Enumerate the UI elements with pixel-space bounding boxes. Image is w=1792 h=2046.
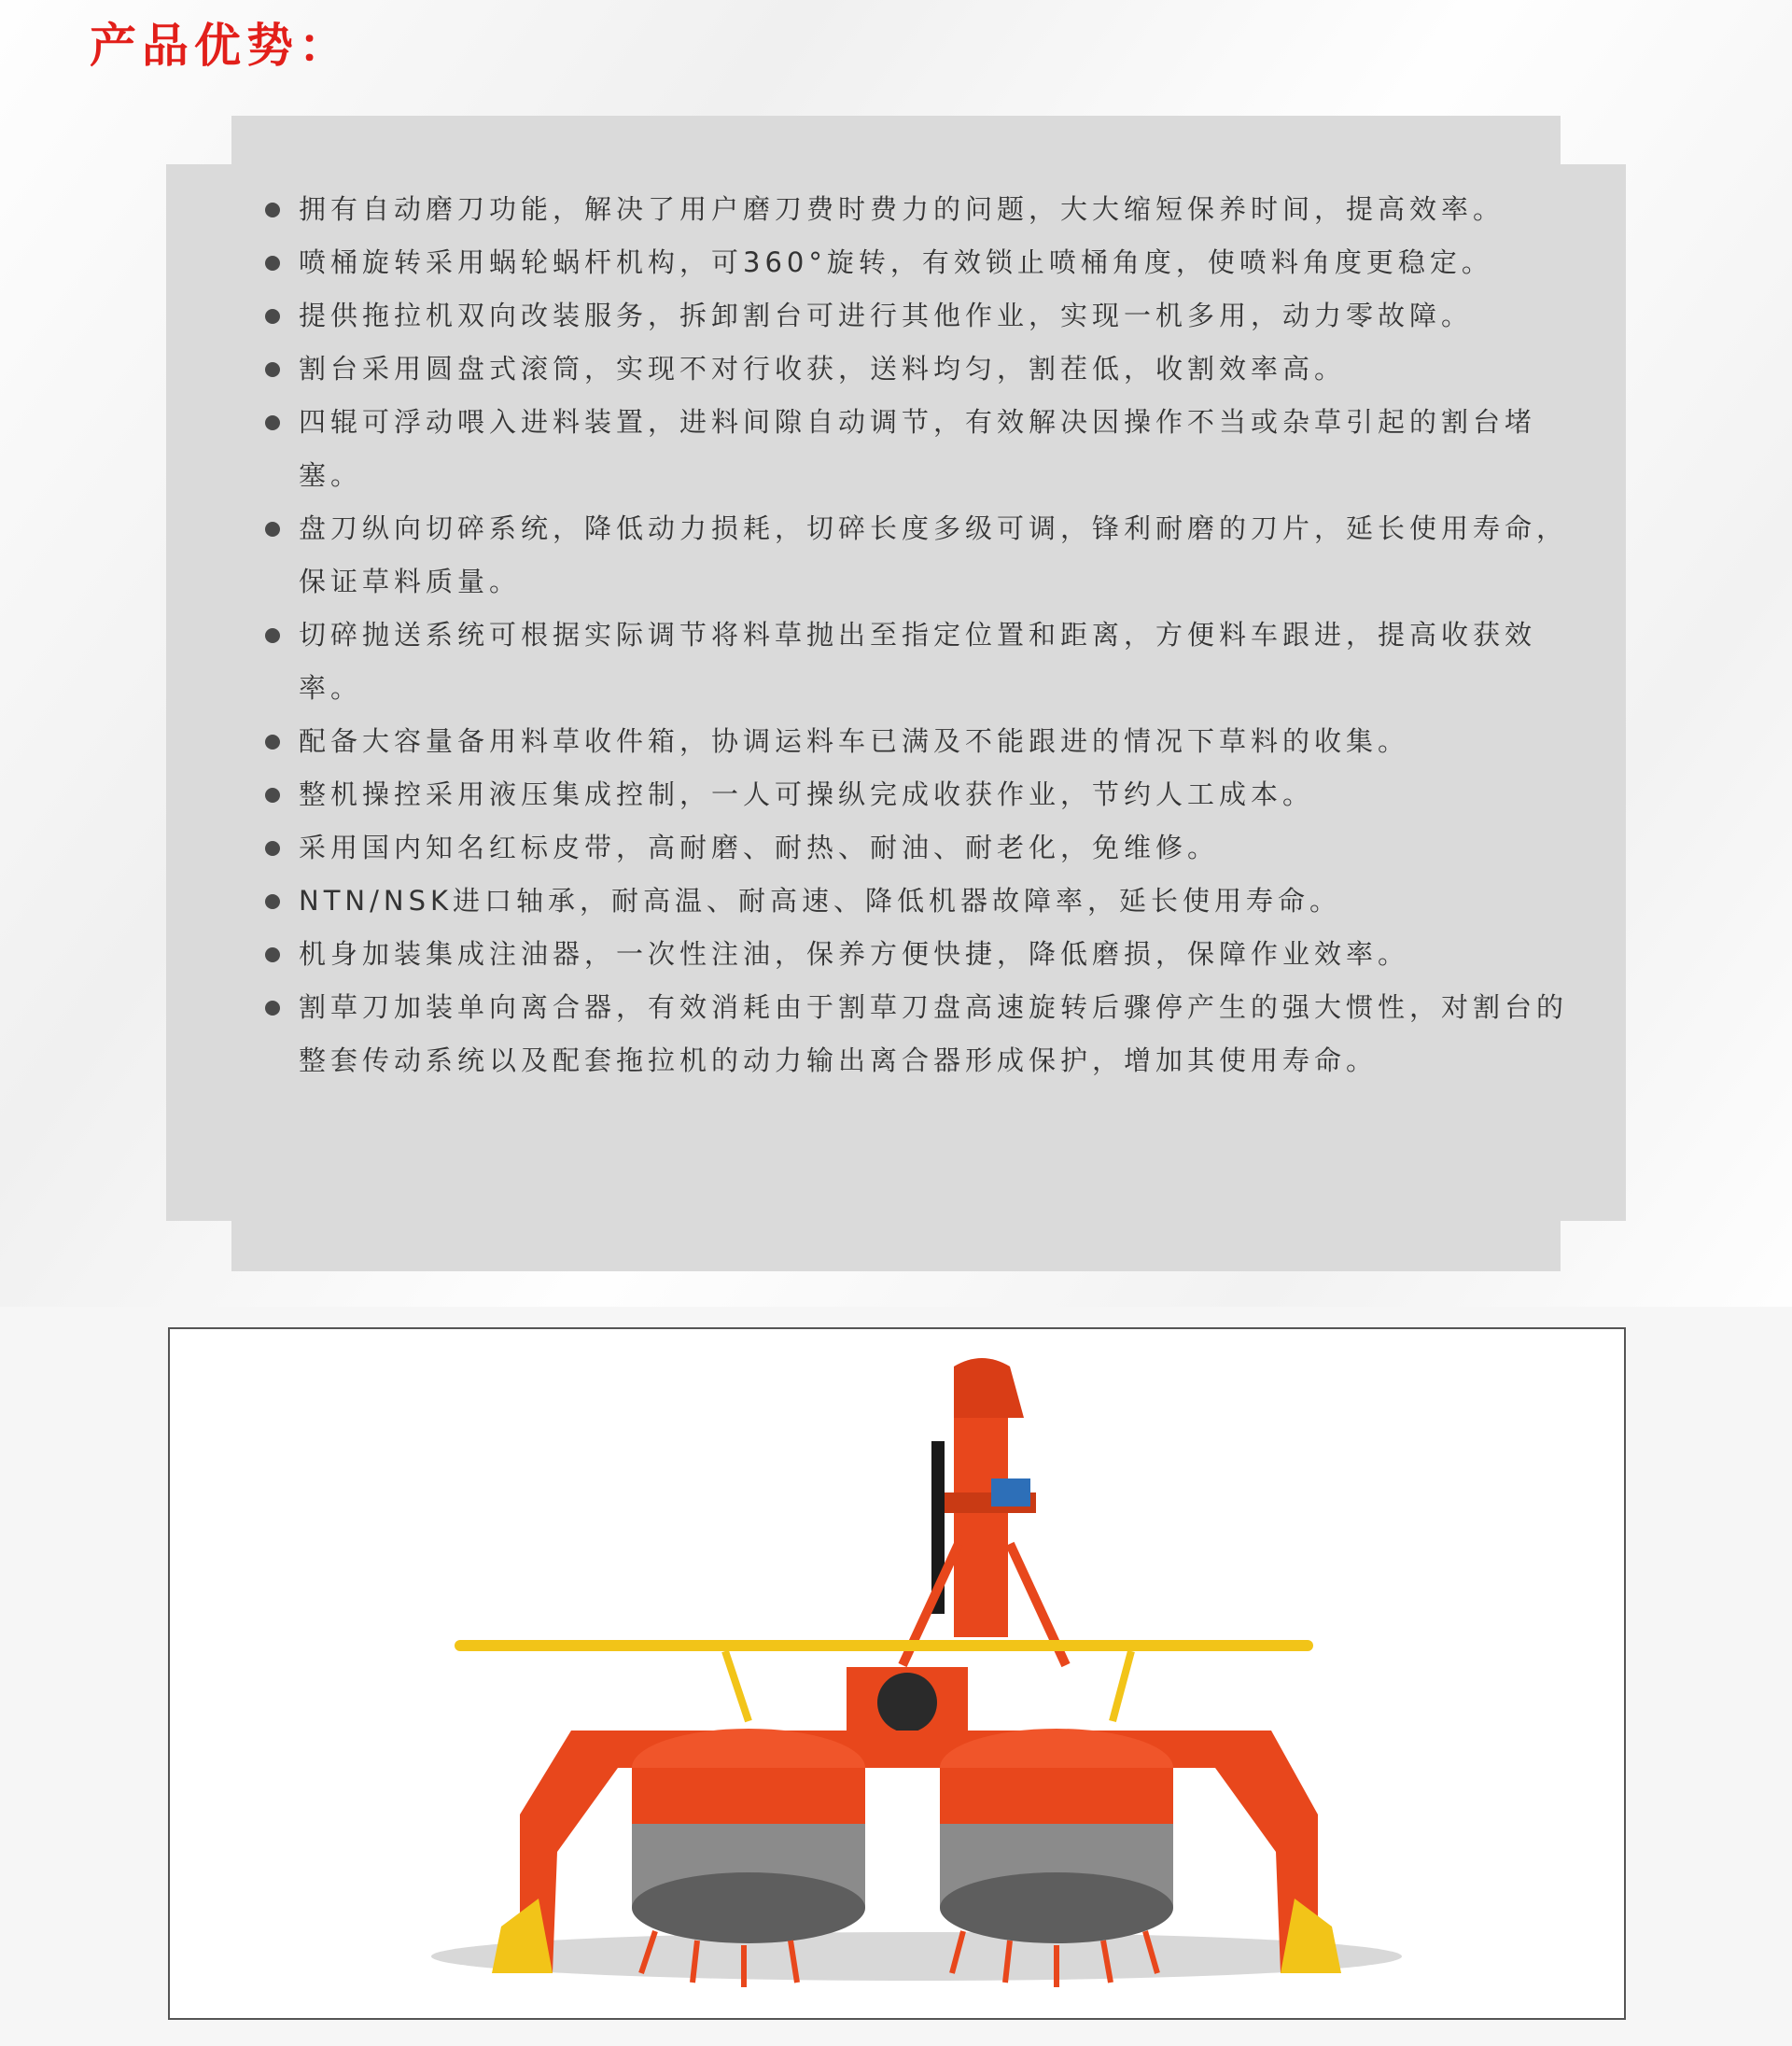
bullet-icon: [265, 362, 280, 377]
bullet-icon: [265, 841, 280, 856]
feature-text: 切碎抛送系统可根据实际调节将料草抛出至指定位置和距离，方便料车跟进，提高收获效率。: [299, 619, 1537, 704]
rail-post-left: [725, 1651, 749, 1721]
feature-text: 采用国内知名红标皮带，高耐磨、耐热、耐油、耐老化，免维修。: [299, 832, 1220, 863]
feature-item: [261, 715, 1568, 768]
feature-item: [261, 821, 1568, 875]
bullet-icon: [265, 788, 280, 803]
bullet-icon: [265, 415, 280, 430]
bullet-icon: [265, 522, 280, 537]
feature-item: [261, 502, 1568, 609]
feature-text: 配备大容量备用料草收件箱，协调运料车已满及不能跟进的情况下草料的收集。: [299, 725, 1410, 757]
feature-text: 割台采用圆盘式滚筒，实现不对行收获，送料均匀，割茬低，收割效率高。: [299, 353, 1347, 385]
feature-item: [261, 183, 1568, 236]
ground-shadow: [431, 1932, 1402, 1981]
feature-text: 整机操控采用液压集成控制，一人可操纵完成收获作业，节约人工成本。: [299, 778, 1315, 810]
bullet-icon: [265, 947, 280, 962]
feature-list: [261, 183, 1568, 1087]
guard-rail: [455, 1640, 1313, 1651]
spout-top: [954, 1358, 1024, 1418]
bullet-icon: [265, 309, 280, 324]
right-drum-base: [940, 1872, 1173, 1943]
bullet-icon: [265, 894, 280, 909]
feature-item: [261, 343, 1568, 396]
spout-motor: [991, 1478, 1030, 1506]
feature-text: 拥有自动磨刀功能，解决了用户磨刀费时费力的问题，大大缩短保养时间，提高效率。: [299, 193, 1505, 225]
harvester-header-image: [170, 1329, 1624, 2018]
bullet-icon: [265, 628, 280, 643]
feature-item: [261, 768, 1568, 821]
feature-text: 机身加装集成注油器，一次性注油，保养方便快捷，降低磨损，保障作业效率。: [299, 938, 1410, 970]
feature-text: 喷桶旋转采用蜗轮蜗杆机构，可360°旋转，有效锁止喷桶角度，使喷料角度更稳定。: [299, 246, 1493, 278]
feature-item: [261, 875, 1568, 928]
feature-text: 盘刀纵向切碎系统，降低动力损耗，切碎长度多级可调，锋利耐磨的刀片，延长使用寿命，保证草料质量。: [299, 512, 1569, 597]
bullet-icon: [265, 1001, 280, 1016]
feature-item: [261, 289, 1568, 343]
gearbox-pulley: [877, 1673, 937, 1732]
left-drum-band: [632, 1768, 865, 1824]
feature-text: 提供拖拉机双向改装服务，拆卸割台可进行其他作业，实现一机多用，动力零故障。: [299, 300, 1474, 331]
left-drum-base: [632, 1872, 865, 1943]
bullet-icon: [265, 203, 280, 217]
feature-text: NTN/NSK进口轴承，耐高温、耐高速、降低机器故障率，延长使用寿命。: [299, 885, 1341, 917]
rail-post-right: [1113, 1651, 1131, 1721]
feature-item: [261, 396, 1568, 502]
feature-item: [261, 609, 1568, 715]
feature-text: 四辊可浮动喂入进料装置，进料间隙自动调节，有效解决因操作不当或杂草引起的割台堵塞。: [299, 406, 1537, 491]
bullet-icon: [265, 256, 280, 271]
bullet-icon: [265, 735, 280, 750]
feature-item: [261, 981, 1568, 1087]
feature-item: [261, 236, 1568, 289]
feature-item: [261, 928, 1568, 981]
section-title: 产品优势：: [90, 19, 351, 73]
feature-text: 割草刀加装单向离合器，有效消耗由于割草刀盘高速旋转后骤停产生的强大惯性，对割台的整套传动系统以及配套拖拉机的动力输出离合器形成保护，增加其使用寿命。: [299, 991, 1569, 1076]
product-image-frame: [168, 1327, 1626, 2020]
right-drum-band: [940, 1768, 1173, 1824]
